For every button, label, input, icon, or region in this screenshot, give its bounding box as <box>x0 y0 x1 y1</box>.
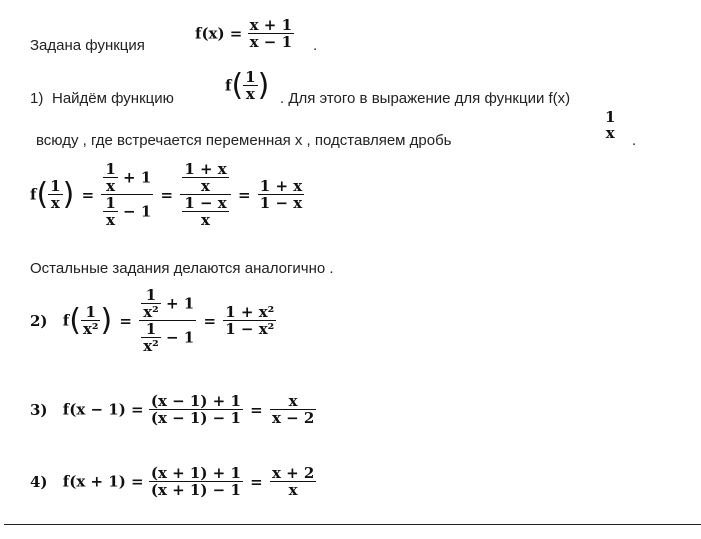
eq1-b-den-den: x <box>201 211 210 229</box>
intro-den: x − 1 <box>249 33 293 51</box>
eq1-lhs-den: x <box>50 194 60 212</box>
eq3-b-num: x <box>270 394 316 410</box>
eq2-a-num-num: 1 <box>141 288 161 304</box>
eq3-lhs: f(x − 1) = <box>62 400 144 419</box>
intro-end: . <box>313 37 318 54</box>
eq2-a-den-den: x² <box>143 337 159 355</box>
eq1-lhs-num: 1 <box>50 177 61 195</box>
eq1-b-den-num: 1 − x <box>184 194 227 212</box>
step1-dob-den: x <box>605 124 615 142</box>
equation-3 <box>30 394 316 426</box>
eq2-a-num-plus: + 1 <box>165 294 195 313</box>
intro-f: f(x) = <box>195 24 243 43</box>
eq1-result <box>258 179 304 211</box>
intro-formula <box>195 18 294 50</box>
eq1-a-num-plus: + 1 <box>123 168 152 187</box>
eq2-label: 2) <box>30 311 48 330</box>
note-text: Остальные задания делаются аналогично . <box>30 260 334 277</box>
step1-den: x <box>245 85 255 103</box>
eq2-c-num: 1 + x² <box>225 303 275 321</box>
eq3-fraction-b <box>270 394 316 426</box>
eq2-a-den-minus: − 1 <box>165 328 195 347</box>
equation-2: 2) f( $\frac{1}{\text{x²}}$ ) = $\frac{1}{\text{x²}}$ + 1 $\frac{1}{\text{x²}}$ − 1 = $\frac{\text{1 + x²}}{\text{1 − x²}}$ <box>30 286 275 355</box>
step1-num: 1 <box>245 68 256 86</box>
eq4-b-num: x + 2 <box>271 464 315 482</box>
eq1-eq-2: = <box>160 185 174 204</box>
eq3-label: 3) <box>30 400 48 419</box>
step1-formula: f( $\frac{1}{x}$ ) <box>225 68 270 103</box>
eq2-c-den: 1 − x² <box>225 320 275 338</box>
eq4-eq: = <box>250 472 263 491</box>
eq1-b-num-den: x <box>201 177 210 195</box>
eq2-eq-2: = <box>203 311 217 330</box>
eq3-a-den: (x − 1) − 1 <box>150 409 241 427</box>
step1-text-a: Найдём функцию <box>52 90 174 107</box>
eq3-eq: = <box>250 400 263 419</box>
step1-text-b: . Для этого в выражение для функции f(x) <box>280 90 571 107</box>
eq1-c-num: 1 + x <box>259 177 303 195</box>
eq2-lhs-den: x² <box>82 320 99 338</box>
eq3-b-den: x − 2 <box>271 409 315 427</box>
eq4-fraction-a <box>149 466 243 498</box>
eq1-complex-fraction <box>101 162 153 228</box>
eq1-eq-1: = <box>81 185 95 204</box>
step1-fraction <box>243 70 257 102</box>
eq1-a-num-den: x <box>106 177 116 195</box>
eq1-a-num-num: 1 <box>105 160 116 178</box>
intro-fraction <box>248 18 294 50</box>
intro-num: x + 1 <box>249 16 293 34</box>
eq4-lhs: f(x + 1) = <box>62 472 144 491</box>
eq1-lhs-f: f <box>30 185 37 204</box>
eq1-a-den-minus: − 1 <box>123 202 152 221</box>
eq2-lhs-num: 1 <box>81 305 101 321</box>
eq2-eq-1: = <box>119 311 132 330</box>
eq2-a-num-den: x² <box>143 303 159 321</box>
step1-dob-num: 1 <box>605 108 616 126</box>
step1-text-c: всюду , где встречается переменная x , подставляем дробь <box>36 132 452 149</box>
eq4-fraction-b <box>270 466 316 498</box>
step1-end: . <box>632 132 637 149</box>
bottom-divider <box>4 524 701 525</box>
eq2-result <box>223 305 276 337</box>
intro-text: Задана функция <box>30 37 145 54</box>
equation-4 <box>30 466 316 498</box>
eq1-eq-3: = <box>237 185 251 204</box>
eq3-fraction-a <box>149 394 243 426</box>
step1-f: f <box>225 76 232 95</box>
eq1-b-num-num: 1 + x <box>184 160 227 178</box>
eq1-a-den-num: 1 <box>105 194 116 212</box>
eq3-a-num: (x − 1) + 1 <box>150 392 241 410</box>
eq1-second-fraction <box>180 162 230 228</box>
step1-marker: 1) <box>30 90 44 107</box>
eq2-lhs-f: f <box>62 311 70 330</box>
eq1-a-den-den: x <box>106 211 116 229</box>
eq2-complex-fraction <box>139 288 196 354</box>
step1-dob-fraction <box>603 110 617 141</box>
eq4-b-den: x <box>288 481 298 499</box>
eq2-a-den-num: 1 <box>141 322 161 338</box>
eq4-a-den: (x + 1) − 1 <box>150 481 241 499</box>
eq1-c-den: 1 − x <box>259 194 303 212</box>
equation-1: f( $\frac{1}{x}$ ) = $\frac{1}{x}$ + 1 $\frac{1}{x}$ − 1 = $\frac{\frac{1 + x}{x}}{\frac{1 - x}{x}}$ = $\frac{1 + x}{1 - x}$ <box>30 160 303 229</box>
eq4-label: 4) <box>30 472 48 491</box>
eq4-a-num: (x + 1) + 1 <box>150 464 241 482</box>
